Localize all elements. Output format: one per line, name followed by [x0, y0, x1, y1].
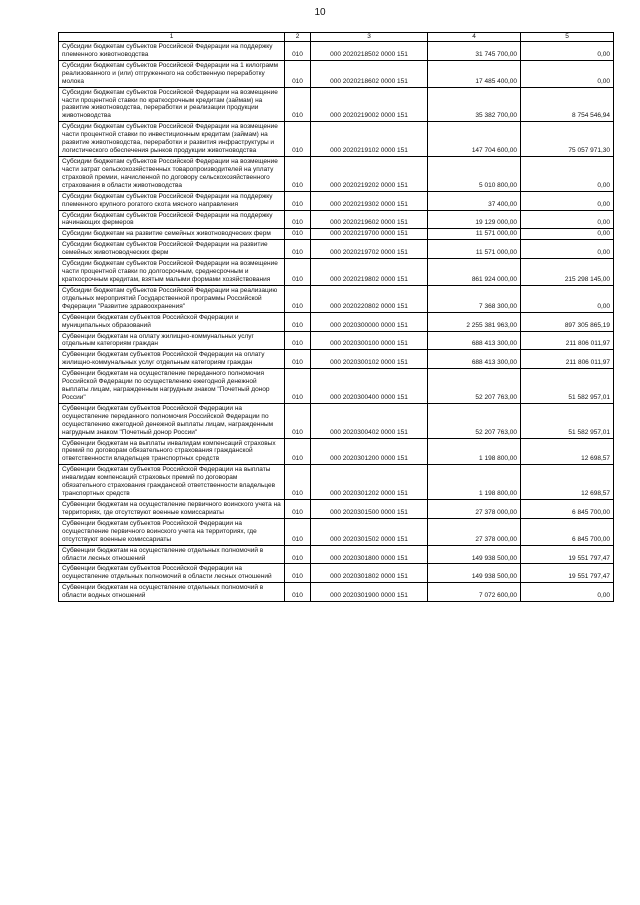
row-classification-cell: 000 2020301800 0000 151 — [311, 545, 428, 564]
row-classification-cell: 000 2020219700 0000 151 — [311, 229, 428, 240]
row-code-cell: 010 — [285, 518, 311, 545]
row-name-cell: Субвенции бюджетам на осуществление отдельных полномочий в области водных отношений — [59, 583, 285, 602]
table-row — [59, 42, 614, 61]
column-header: 4 — [428, 33, 521, 42]
row-executed-cell: 897 305 865,19 — [521, 312, 614, 331]
row-name-cell: Субсидии бюджетам субъектов Российской Федерации на развитие семейных животноводческих ферм — [59, 240, 285, 259]
row-name-cell: Субвенции бюджетам субъектов Российской Федерации на осуществление первичного воинского учета на территориях, где отсутствуют военные комиссариаты — [59, 518, 285, 545]
row-executed-cell: 0,00 — [521, 210, 614, 229]
row-code-cell: 010 — [285, 564, 311, 583]
table-row — [59, 583, 614, 602]
row-amount-cell: 31 745 700,00 — [428, 42, 521, 61]
row-code-cell: 010 — [285, 438, 311, 465]
row-name-cell: Субсидии бюджетам субъектов Российской Федерации на возмещение части процентной ставки по долгосрочным, среднесрочным и краткосрочным кредитам, взятым малыми формами хозяйствования — [59, 259, 285, 286]
row-executed-cell: 6 845 700,00 — [521, 518, 614, 545]
page-number: 10 — [314, 7, 326, 18]
row-executed-cell: 51 582 957,01 — [521, 403, 614, 438]
table-row — [59, 259, 614, 286]
row-name-cell: Субвенции бюджетам на осуществление отдельных полномочий в области лесных отношений — [59, 545, 285, 564]
row-amount-cell: 2 255 381 963,00 — [428, 312, 521, 331]
row-executed-cell: 51 582 957,01 — [521, 369, 614, 404]
row-executed-cell: 19 551 797,47 — [521, 545, 614, 564]
row-amount-cell: 688 413 300,00 — [428, 350, 521, 369]
row-classification-cell: 000 2020219702 0000 151 — [311, 240, 428, 259]
row-amount-cell: 1 198 800,00 — [428, 438, 521, 465]
column-header: 1 — [59, 33, 285, 42]
row-name-cell: Субвенции бюджетам субъектов Российской Федерации на осуществление переданного полномочия Российской Федерации по осуществлению ежегодной денежной выплаты лицам, награжденным нагрудным знаком "Почетный донор России" — [59, 403, 285, 438]
table-row — [59, 465, 614, 500]
row-executed-cell: 0,00 — [521, 229, 614, 240]
row-amount-cell: 19 129 000,00 — [428, 210, 521, 229]
row-amount-cell: 11 571 000,00 — [428, 229, 521, 240]
row-amount-cell: 52 207 763,00 — [428, 403, 521, 438]
row-classification-cell: 000 2020300402 0000 151 — [311, 403, 428, 438]
row-classification-cell: 000 2020219302 0000 151 — [311, 191, 428, 210]
row-name-cell: Субвенции бюджетам субъектов Российской Федерации на оплату жилищно-коммунальных услуг отдельным категориям граждан — [59, 350, 285, 369]
row-executed-cell: 0,00 — [521, 583, 614, 602]
row-amount-cell: 52 207 763,00 — [428, 369, 521, 404]
row-code-cell: 010 — [285, 285, 311, 312]
row-executed-cell: 0,00 — [521, 285, 614, 312]
row-code-cell: 010 — [285, 156, 311, 191]
budget-table — [58, 32, 614, 602]
row-classification-cell: 000 2020219802 0000 151 — [311, 259, 428, 286]
row-classification-cell: 000 2020300100 0000 151 — [311, 331, 428, 350]
row-code-cell: 010 — [285, 122, 311, 157]
row-executed-cell: 19 551 797,47 — [521, 564, 614, 583]
row-name-cell: Субвенции бюджетам субъектов Российской Федерации на выплаты инвалидам компенсаций страховых премий по договорам обязательного страхования гражданской ответственности владельцев транспортных средств — [59, 465, 285, 500]
row-name-cell: Субвенции бюджетам на выплаты инвалидам компенсаций страховых премий по договорам обязательного страхования гражданской ответственности владельцев транспортных средств — [59, 438, 285, 465]
row-amount-cell: 35 382 700,00 — [428, 87, 521, 122]
row-classification-cell: 000 2020300102 0000 151 — [311, 350, 428, 369]
row-amount-cell: 7 072 600,00 — [428, 583, 521, 602]
row-amount-cell: 149 938 500,00 — [428, 545, 521, 564]
row-name-cell: Субвенции бюджетам на оплату жилищно-коммунальных услуг отдельным категориям граждан — [59, 331, 285, 350]
table-row — [59, 350, 614, 369]
table-row — [59, 331, 614, 350]
table-row — [59, 191, 614, 210]
row-name-cell: Субсидии бюджетам субъектов Российской Федерации на поддержку племенного животноводства — [59, 42, 285, 61]
row-code-cell: 010 — [285, 331, 311, 350]
table-row — [59, 210, 614, 229]
row-name-cell: Субсидии бюджетам субъектов Российской Федерации на возмещение части процентной ставки по инвестиционным кредитам (займам) на развитие животноводства, переработки и развития инфраструктуры и логистического обеспечения рынков продукции животноводства — [59, 122, 285, 157]
row-classification-cell: 000 2020301202 0000 151 — [311, 465, 428, 500]
row-code-cell: 010 — [285, 240, 311, 259]
row-amount-cell: 7 368 300,00 — [428, 285, 521, 312]
row-name-cell: Субсидии бюджетам на развитие семейных животноводческих ферм — [59, 229, 285, 240]
table-row — [59, 60, 614, 87]
table-row — [59, 438, 614, 465]
row-code-cell: 010 — [285, 350, 311, 369]
table-row — [59, 500, 614, 519]
column-header: 5 — [521, 33, 614, 42]
row-classification-cell: 000 2020218502 0000 151 — [311, 42, 428, 61]
table-row — [59, 403, 614, 438]
row-code-cell: 010 — [285, 229, 311, 240]
table-row — [59, 240, 614, 259]
row-classification-cell: 000 2020300000 0000 151 — [311, 312, 428, 331]
column-header: 2 — [285, 33, 311, 42]
row-classification-cell: 000 2020301900 0000 151 — [311, 583, 428, 602]
row-name-cell: Субвенции бюджетам субъектов Российской Федерации и муниципальных образований — [59, 312, 285, 331]
row-executed-cell: 215 298 145,00 — [521, 259, 614, 286]
row-name-cell: Субсидии бюджетам субъектов Российской Федерации на поддержку начинающих фермеров — [59, 210, 285, 229]
row-executed-cell: 75 057 971,30 — [521, 122, 614, 157]
row-code-cell: 010 — [285, 42, 311, 61]
table-row — [59, 229, 614, 240]
row-classification-cell: 000 2020218602 0000 151 — [311, 60, 428, 87]
row-classification-cell: 000 2020219102 0000 151 — [311, 122, 428, 157]
row-amount-cell: 149 938 500,00 — [428, 564, 521, 583]
row-amount-cell: 11 571 000,00 — [428, 240, 521, 259]
row-code-cell: 010 — [285, 259, 311, 286]
row-amount-cell: 27 378 000,00 — [428, 518, 521, 545]
row-name-cell: Субсидии бюджетам субъектов Российской Федерации на 1 килограмм реализованного и (или) отгруженного на собственную переработку молока — [59, 60, 285, 87]
row-name-cell: Субвенции бюджетам на осуществление переданного полномочия Российской Федерации по осуществлению ежегодной денежной выплаты лицам, награжденным нагрудным знаком "Почетный донор России" — [59, 369, 285, 404]
table-row — [59, 122, 614, 157]
row-name-cell: Субвенции бюджетам субъектов Российской Федерации на осуществление отдельных полномочий в области лесных отношений — [59, 564, 285, 583]
row-amount-cell: 5 010 800,00 — [428, 156, 521, 191]
row-executed-cell: 12 698,57 — [521, 465, 614, 500]
row-executed-cell: 211 806 011,97 — [521, 331, 614, 350]
row-amount-cell: 37 400,00 — [428, 191, 521, 210]
row-code-cell: 010 — [285, 465, 311, 500]
row-executed-cell: 0,00 — [521, 156, 614, 191]
row-classification-cell: 000 2020301200 0000 151 — [311, 438, 428, 465]
row-name-cell: Субсидии бюджетам субъектов Российской Федерации на реализацию отдельных мероприятий Государственной программы Российской Федерации "Развитие здравоохранения" — [59, 285, 285, 312]
row-executed-cell: 0,00 — [521, 60, 614, 87]
row-code-cell: 010 — [285, 403, 311, 438]
table-row — [59, 564, 614, 583]
table-row — [59, 545, 614, 564]
column-number-row — [59, 33, 614, 42]
row-classification-cell: 000 2020301802 0000 151 — [311, 564, 428, 583]
row-classification-cell: 000 2020219602 0000 151 — [311, 210, 428, 229]
row-executed-cell: 211 806 011,97 — [521, 350, 614, 369]
table-row — [59, 156, 614, 191]
table-row — [59, 369, 614, 404]
row-amount-cell: 147 704 600,00 — [428, 122, 521, 157]
table-row — [59, 87, 614, 122]
row-code-cell: 010 — [285, 210, 311, 229]
row-executed-cell: 12 698,57 — [521, 438, 614, 465]
row-classification-cell: 000 2020219002 0000 151 — [311, 87, 428, 122]
table-body — [59, 42, 614, 602]
row-code-cell: 010 — [285, 312, 311, 331]
row-executed-cell: 0,00 — [521, 42, 614, 61]
row-name-cell: Субсидии бюджетам субъектов Российской Федерации на возмещение части затрат сельскохозяйственных товаропроизводителей на уплату страховой премии, начисленной по договору сельскохозяйственного страхования в области животноводства — [59, 156, 285, 191]
row-code-cell: 010 — [285, 545, 311, 564]
row-executed-cell: 0,00 — [521, 191, 614, 210]
row-amount-cell: 861 924 000,00 — [428, 259, 521, 286]
row-name-cell: Субвенции бюджетам на осуществление первичного воинского учета на территориях, где отсутствуют военные комиссариаты — [59, 500, 285, 519]
row-classification-cell: 000 2020301500 0000 151 — [311, 500, 428, 519]
table-row — [59, 285, 614, 312]
row-name-cell: Субсидии бюджетам субъектов Российской Федерации на возмещение части процентной ставки по краткосрочным кредитам (займам) на развитие животноводства, переработки и реализации продукции животноводства — [59, 87, 285, 122]
table-row — [59, 312, 614, 331]
row-code-cell: 010 — [285, 60, 311, 87]
row-amount-cell: 1 198 800,00 — [428, 465, 521, 500]
row-code-cell: 010 — [285, 500, 311, 519]
row-code-cell: 010 — [285, 583, 311, 602]
row-code-cell: 010 — [285, 87, 311, 122]
row-amount-cell: 688 413 300,00 — [428, 331, 521, 350]
row-executed-cell: 8 754 546,94 — [521, 87, 614, 122]
table-row — [59, 518, 614, 545]
row-code-cell: 010 — [285, 369, 311, 404]
row-amount-cell: 17 485 400,00 — [428, 60, 521, 87]
row-amount-cell: 27 378 000,00 — [428, 500, 521, 519]
column-header: 3 — [311, 33, 428, 42]
row-classification-cell: 000 2020301502 0000 151 — [311, 518, 428, 545]
row-classification-cell: 000 2020219202 0000 151 — [311, 156, 428, 191]
row-executed-cell: 6 845 700,00 — [521, 500, 614, 519]
row-classification-cell: 000 2020300400 0000 151 — [311, 369, 428, 404]
row-executed-cell: 0,00 — [521, 240, 614, 259]
row-name-cell: Субсидии бюджетам субъектов Российской Федерации на поддержку племенного крупного рогатого скота мясного направления — [59, 191, 285, 210]
row-code-cell: 010 — [285, 191, 311, 210]
row-classification-cell: 000 2020220802 0000 151 — [311, 285, 428, 312]
